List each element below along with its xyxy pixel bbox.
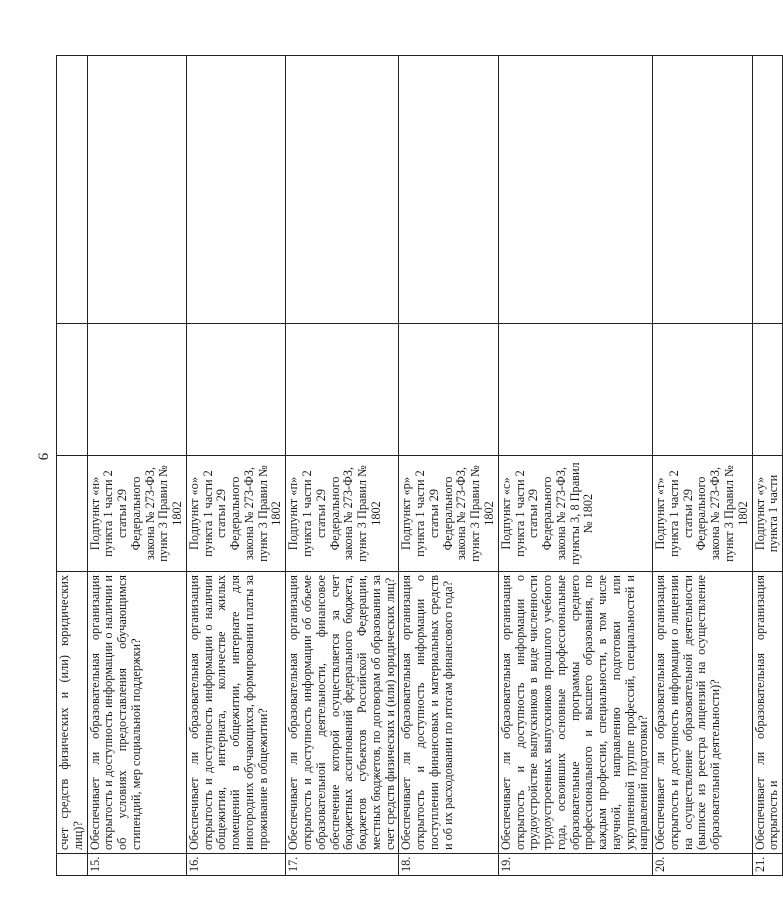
continuation-answer-cell (57, 324, 88, 456)
question-cell: Обеспечивает ли образовательная организация открытость и доступность информации об объеме образовательной деятельности, финансовое обеспечение которой осуществляется за счет бюджетных ассигнований федерального бюджета, бюджетов субъектов Российской Федерации, местных бюджетов, по договорам об образовании за счет средств физических и (или) юридических лиц? (286, 572, 399, 854)
row-number: 20. (653, 854, 752, 876)
table-row (399, 56, 498, 876)
table-row (752, 56, 783, 876)
answer-cell (186, 324, 285, 456)
answer-cell (87, 324, 186, 456)
table-row (653, 56, 752, 876)
rotated-page (56, 56, 781, 876)
question-cell: Обеспечивает ли образовательная организация открытость и доступность информации о лицензии на осуществление образовательной деятельности (выписке из реестра лицензий на осуществление образовательной деятельности)? (653, 572, 752, 854)
continuation-note-cell (57, 56, 88, 324)
legal-basis-cell: Подпункт «п» пункта 1 части 2 статьи 29 Федерального закона № 273-ФЗ, пункт 3 Правил № 1802 (286, 456, 399, 572)
row-number: 18. (399, 854, 498, 876)
note-cell (186, 56, 285, 324)
row-number: 15. (87, 854, 186, 876)
note-cell (399, 56, 498, 324)
legal-basis-cell: Подпункт «р» пункта 1 части 2 статьи 29 Федерального закона № 273-ФЗ, пункт 3 Правил № 1802 (399, 456, 498, 572)
row-number: 17. (286, 854, 399, 876)
legal-basis-cell: Подпункт «с» пункта 1 части 2 статьи 29 Федерального закона № 273-ФЗ, пункты 3, 8 Правил № 1802 (498, 456, 652, 572)
question-cell: Обеспечивает ли образовательная организация открытость и доступность информации о поступлении финансовых и материальных средств и об их расходовании по итогам финансового года? (399, 572, 498, 854)
note-cell (286, 56, 399, 324)
question-cell: Обеспечивает ли образовательная организация открытость и доступность информации о трудоустройстве выпускников в виде численности трудоустроенных выпускников прошлого учебного года, освоивших основные профессиональные образовательные программы среднего профессионального и высшего образования, по каждым профессии, специальности, в том числе научной, направлению подготовки или укрупненной группе профессий, специальностей и направлений подготовки? (498, 572, 652, 854)
continuation-row (57, 56, 88, 876)
answer-cell (498, 324, 652, 456)
continuation-basis-cell (57, 456, 88, 572)
question-cell: Обеспечивает ли образовательная организация открытость и (752, 572, 783, 854)
continuation-text: счет средств физических и (или) юридических лиц)? (57, 572, 88, 854)
legal-basis-cell: Подпункт «н» пункта 1 части 2 статьи 29 Федерального закона № 273-ФЗ, пункт 3 Правил № 1802 (87, 456, 186, 572)
answer-cell (653, 324, 752, 456)
question-cell: Обеспечивает ли образовательная организация открытость и доступность информации о наличии и об условиях предоставления обучающимся стипендий, мер социальной поддержки? (87, 572, 186, 854)
requirements-table (56, 55, 783, 876)
answer-cell (286, 324, 399, 456)
table-row (286, 56, 399, 876)
row-number: 21. (752, 854, 783, 876)
row-number: 16. (186, 854, 285, 876)
continuation-num-cell (57, 854, 88, 876)
row-number: 19. (498, 854, 652, 876)
question-cell: Обеспечивает ли образовательная организация открытость и доступность информации о наличии общежития, интерната, количестве жилых помещений в общежитии, интернате для иногородних обучающихся, формировании платы за проживание в общежитии? (186, 572, 285, 854)
note-cell (653, 56, 752, 324)
legal-basis-cell: Подпункт «т» пункта 1 части 2 статьи 29 Федерального закона № 273-ФЗ, пункт 3 Правил № 1802 (653, 456, 752, 572)
note-cell (752, 56, 783, 324)
page-number: 9 (34, 452, 51, 461)
answer-cell (752, 324, 783, 456)
table-row (498, 56, 652, 876)
answer-cell (399, 324, 498, 456)
table-row (87, 56, 186, 876)
table-row (186, 56, 285, 876)
note-cell (498, 56, 652, 324)
legal-basis-cell: Подпункт «о» пункта 1 части 2 статьи 29 Федерального закона № 273-ФЗ, пункт 3 Правил № 1802 (186, 456, 285, 572)
note-cell (87, 56, 186, 324)
legal-basis-cell: Подпункт «у» пункта 1 части (752, 456, 783, 572)
